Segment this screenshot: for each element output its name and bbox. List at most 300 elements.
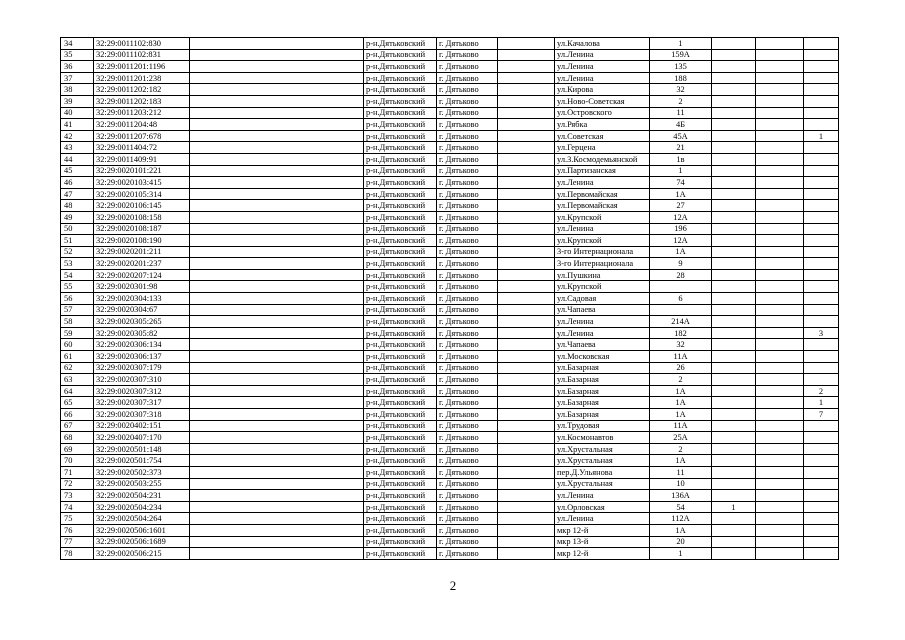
cell-city: г. Дятьково	[437, 200, 498, 212]
table-row	[61, 548, 839, 560]
cell-extra-2	[756, 153, 804, 165]
cell-city: г. Дятьково	[437, 455, 498, 467]
cell-row-number: 39	[61, 95, 94, 107]
cell-blank	[190, 281, 364, 293]
cell-cadastral-number: 32:29:0020307:310	[94, 374, 190, 386]
cell-blank	[190, 536, 364, 548]
cell-extra-2	[756, 455, 804, 467]
cell-cadastral-number: 32:29:0020504:264	[94, 513, 190, 525]
cell-blank2	[498, 339, 555, 351]
cell-extra-2	[756, 385, 804, 397]
cell-cadastral-number: 32:29:0020207:124	[94, 269, 190, 281]
cell-street: ул.Рябка	[555, 119, 650, 131]
cell-extra-2	[756, 223, 804, 235]
cell-extra-2	[756, 95, 804, 107]
cell-cadastral-number: 32:29:0020101:221	[94, 165, 190, 177]
cell-district: р-н.Дятьковский	[364, 72, 437, 84]
cell-street: ул.Пушкина	[555, 269, 650, 281]
cell-extra-2	[756, 258, 804, 270]
cell-blank2	[498, 177, 555, 189]
cell-cadastral-number: 32:29:0020502:373	[94, 466, 190, 478]
cell-blank2	[498, 316, 555, 328]
cell-street: мкр 13-й	[555, 536, 650, 548]
cell-row-number: 38	[61, 84, 94, 96]
cell-extra-3	[804, 165, 839, 177]
cell-extra-2	[756, 548, 804, 560]
cell-house-number: 136А	[650, 490, 712, 502]
cell-extra-2	[756, 374, 804, 386]
cell-blank	[190, 374, 364, 386]
table-row	[61, 119, 839, 131]
cell-district: р-н.Дятьковский	[364, 153, 437, 165]
cell-district: р-н.Дятьковский	[364, 490, 437, 502]
cell-street: ул.Ленина	[555, 177, 650, 189]
cell-district: р-н.Дятьковский	[364, 409, 437, 421]
cell-blank2	[498, 397, 555, 409]
cell-blank	[190, 293, 364, 305]
cell-street: 3-го Интернационала	[555, 246, 650, 258]
cell-house-number	[650, 304, 712, 316]
cell-cadastral-number: 32:29:0020305:82	[94, 327, 190, 339]
cell-row-number: 69	[61, 443, 94, 455]
cell-row-number: 65	[61, 397, 94, 409]
cell-extra-2	[756, 188, 804, 200]
cell-district: р-н.Дятьковский	[364, 38, 437, 50]
table-row	[61, 107, 839, 119]
cell-district: р-н.Дятьковский	[364, 246, 437, 258]
cell-cadastral-number: 32:29:0011102:831	[94, 49, 190, 61]
cell-blank2	[498, 235, 555, 247]
cell-extra-1	[712, 38, 756, 50]
cell-extra-3	[804, 304, 839, 316]
cell-extra-1	[712, 455, 756, 467]
cell-cadastral-number: 32:29:0020108:187	[94, 223, 190, 235]
cell-blank	[190, 304, 364, 316]
cell-cadastral-number: 32:29:0020301:98	[94, 281, 190, 293]
cell-extra-1	[712, 548, 756, 560]
cell-blank	[190, 455, 364, 467]
cell-district: р-н.Дятьковский	[364, 223, 437, 235]
cell-cadastral-number: 32:29:0020306:137	[94, 351, 190, 363]
cell-blank	[190, 72, 364, 84]
cell-cadastral-number: 32:29:0020504:231	[94, 490, 190, 502]
cell-street: ул.Партизанская	[555, 165, 650, 177]
table-row	[61, 466, 839, 478]
cell-extra-3	[804, 316, 839, 328]
cell-street: ул.Ленина	[555, 72, 650, 84]
cell-extra-3	[804, 374, 839, 386]
cell-row-number: 60	[61, 339, 94, 351]
cell-row-number: 55	[61, 281, 94, 293]
cell-street: ул.Советская	[555, 130, 650, 142]
cell-house-number: 11	[650, 466, 712, 478]
cell-cadastral-number: 32:29:0020504:234	[94, 501, 190, 513]
cell-extra-2	[756, 107, 804, 119]
cell-extra-1	[712, 293, 756, 305]
cell-row-number: 34	[61, 38, 94, 50]
cell-street: ул.Кирова	[555, 84, 650, 96]
cell-blank	[190, 246, 364, 258]
cell-blank	[190, 327, 364, 339]
cell-district: р-н.Дятьковский	[364, 397, 437, 409]
cell-blank	[190, 513, 364, 525]
table-row	[61, 38, 839, 50]
cell-extra-2	[756, 501, 804, 513]
cell-cadastral-number: 32:29:0020306:134	[94, 339, 190, 351]
cell-street: ул.Базарная	[555, 374, 650, 386]
cell-street: ул.Хрустальная	[555, 443, 650, 455]
cell-row-number: 54	[61, 269, 94, 281]
cell-cadastral-number: 32:29:0020307:317	[94, 397, 190, 409]
cell-street: ул.Герцена	[555, 142, 650, 154]
cell-cadastral-number: 32:29:0011204:48	[94, 119, 190, 131]
cell-blank	[190, 95, 364, 107]
cell-blank2	[498, 281, 555, 293]
cell-street: ул.Качалова	[555, 38, 650, 50]
cell-house-number: 2	[650, 443, 712, 455]
cell-street: ул.Ленина	[555, 513, 650, 525]
cell-cadastral-number: 32:29:0020105:314	[94, 188, 190, 200]
cell-district: р-н.Дятьковский	[364, 513, 437, 525]
cell-city: г. Дятьково	[437, 443, 498, 455]
cell-extra-1	[712, 316, 756, 328]
cell-blank	[190, 130, 364, 142]
table-row	[61, 246, 839, 258]
cell-blank2	[498, 293, 555, 305]
table-row	[61, 200, 839, 212]
cell-street: ул.Чапаева	[555, 339, 650, 351]
cell-house-number: 4Б	[650, 119, 712, 131]
cell-city: г. Дятьково	[437, 246, 498, 258]
cell-extra-3	[804, 281, 839, 293]
cell-cadastral-number: 32:29:0020305:265	[94, 316, 190, 328]
cell-blank	[190, 223, 364, 235]
table-row	[61, 362, 839, 374]
cell-extra-3	[804, 536, 839, 548]
table-row	[61, 177, 839, 189]
cell-extra-2	[756, 49, 804, 61]
table-row	[61, 211, 839, 223]
cell-house-number: 1А	[650, 246, 712, 258]
cell-extra-1	[712, 211, 756, 223]
cell-district: р-н.Дятьковский	[364, 235, 437, 247]
cell-row-number: 56	[61, 293, 94, 305]
cell-city: г. Дятьково	[437, 269, 498, 281]
cell-district: р-н.Дятьковский	[364, 49, 437, 61]
cell-house-number: 1А	[650, 455, 712, 467]
cell-row-number: 40	[61, 107, 94, 119]
cell-blank2	[498, 385, 555, 397]
cell-district: р-н.Дятьковский	[364, 200, 437, 212]
cell-street: ул.Московская	[555, 351, 650, 363]
cell-street: ул.Орловская	[555, 501, 650, 513]
cell-extra-3	[804, 478, 839, 490]
cell-extra-1	[712, 200, 756, 212]
cell-blank2	[498, 119, 555, 131]
cell-cadastral-number: 32:29:0020402:151	[94, 420, 190, 432]
cell-street: ул.Базарная	[555, 397, 650, 409]
cell-district: р-н.Дятьковский	[364, 188, 437, 200]
cell-extra-3	[804, 420, 839, 432]
cell-house-number: 11А	[650, 351, 712, 363]
cell-street: 3-го Интернационала	[555, 258, 650, 270]
cell-extra-1	[712, 177, 756, 189]
cell-row-number: 58	[61, 316, 94, 328]
cell-row-number: 76	[61, 524, 94, 536]
table-row	[61, 269, 839, 281]
cell-extra-3	[804, 455, 839, 467]
cell-extra-1	[712, 397, 756, 409]
cadastral-table	[60, 37, 839, 560]
cell-blank2	[498, 304, 555, 316]
cell-street: ул.Чапаева	[555, 304, 650, 316]
cell-city: г. Дятьково	[437, 211, 498, 223]
cell-extra-2	[756, 84, 804, 96]
cell-district: р-н.Дятьковский	[364, 107, 437, 119]
cell-cadastral-number: 32:29:0011102:830	[94, 38, 190, 50]
table-row	[61, 49, 839, 61]
cell-extra-3	[804, 443, 839, 455]
cell-blank	[190, 153, 364, 165]
cell-extra-2	[756, 409, 804, 421]
cell-city: г. Дятьково	[437, 420, 498, 432]
cell-extra-2	[756, 316, 804, 328]
cell-district: р-н.Дятьковский	[364, 61, 437, 73]
cell-district: р-н.Дятьковский	[364, 119, 437, 131]
cell-extra-2	[756, 432, 804, 444]
cell-street: ул.Базарная	[555, 385, 650, 397]
cell-extra-3	[804, 84, 839, 96]
cell-row-number: 74	[61, 501, 94, 513]
cell-city: г. Дятьково	[437, 258, 498, 270]
cell-house-number: 26	[650, 362, 712, 374]
cell-row-number: 47	[61, 188, 94, 200]
cell-district: р-н.Дятьковский	[364, 455, 437, 467]
cell-city: г. Дятьково	[437, 188, 498, 200]
cell-extra-3	[804, 548, 839, 560]
cell-extra-2	[756, 142, 804, 154]
cell-house-number: 21	[650, 142, 712, 154]
cell-extra-2	[756, 443, 804, 455]
cell-house-number: 1	[650, 165, 712, 177]
table-row	[61, 316, 839, 328]
cell-extra-2	[756, 200, 804, 212]
cell-district: р-н.Дятьковский	[364, 281, 437, 293]
cell-blank	[190, 142, 364, 154]
cell-street: ул.Ленина	[555, 49, 650, 61]
cell-district: р-н.Дятьковский	[364, 351, 437, 363]
cell-blank	[190, 339, 364, 351]
table-row	[61, 130, 839, 142]
cell-blank	[190, 466, 364, 478]
cell-street: ул.Базарная	[555, 362, 650, 374]
cell-house-number: 1А	[650, 385, 712, 397]
cell-blank2	[498, 362, 555, 374]
cell-blank2	[498, 72, 555, 84]
cell-cadastral-number: 32:29:0020506:1689	[94, 536, 190, 548]
table-row	[61, 281, 839, 293]
cell-house-number: 188	[650, 72, 712, 84]
cell-house-number: 1в	[650, 153, 712, 165]
cell-city: г. Дятьково	[437, 223, 498, 235]
cell-extra-1	[712, 258, 756, 270]
cell-row-number: 44	[61, 153, 94, 165]
cell-blank2	[498, 466, 555, 478]
cell-extra-3	[804, 432, 839, 444]
table-row	[61, 339, 839, 351]
table-row	[61, 327, 839, 339]
table-row	[61, 432, 839, 444]
cell-blank	[190, 38, 364, 50]
cell-extra-3	[804, 72, 839, 84]
cell-row-number: 78	[61, 548, 94, 560]
cell-city: г. Дятьково	[437, 119, 498, 131]
cell-blank	[190, 385, 364, 397]
cell-blank2	[498, 455, 555, 467]
cell-street: ул.Хрустальная	[555, 455, 650, 467]
cell-district: р-н.Дятьковский	[364, 142, 437, 154]
cell-extra-3	[804, 466, 839, 478]
cell-cadastral-number: 32:29:0020503:255	[94, 478, 190, 490]
cell-house-number: 214А	[650, 316, 712, 328]
cell-extra-1	[712, 119, 756, 131]
cell-extra-1	[712, 362, 756, 374]
cell-city: г. Дятьково	[437, 548, 498, 560]
cell-extra-1	[712, 61, 756, 73]
cell-blank2	[498, 443, 555, 455]
cell-blank2	[498, 38, 555, 50]
cell-district: р-н.Дятьковский	[364, 374, 437, 386]
cell-row-number: 61	[61, 351, 94, 363]
cell-blank	[190, 524, 364, 536]
cell-street: ул.Хрустальная	[555, 478, 650, 490]
table-row	[61, 223, 839, 235]
cell-city: г. Дятьково	[437, 478, 498, 490]
cell-extra-1	[712, 304, 756, 316]
cell-city: г. Дятьково	[437, 177, 498, 189]
cell-blank2	[498, 130, 555, 142]
cell-extra-2	[756, 61, 804, 73]
cell-district: р-н.Дятьковский	[364, 316, 437, 328]
cell-blank	[190, 490, 364, 502]
cell-blank2	[498, 61, 555, 73]
cell-house-number: 196	[650, 223, 712, 235]
cell-blank2	[498, 107, 555, 119]
cell-row-number: 35	[61, 49, 94, 61]
cell-blank	[190, 432, 364, 444]
cell-house-number: 182	[650, 327, 712, 339]
cell-district: р-н.Дятьковский	[364, 269, 437, 281]
table-row	[61, 153, 839, 165]
cell-extra-1	[712, 385, 756, 397]
cell-house-number: 2	[650, 95, 712, 107]
cell-row-number: 66	[61, 409, 94, 421]
cell-extra-2	[756, 269, 804, 281]
cell-blank2	[498, 351, 555, 363]
cell-house-number: 1А	[650, 409, 712, 421]
cell-row-number: 52	[61, 246, 94, 258]
cell-extra-3	[804, 61, 839, 73]
cell-cadastral-number: 32:29:0020201:237	[94, 258, 190, 270]
cell-row-number: 53	[61, 258, 94, 270]
cell-district: р-н.Дятьковский	[364, 327, 437, 339]
cell-row-number: 57	[61, 304, 94, 316]
cell-row-number: 77	[61, 536, 94, 548]
cell-extra-1	[712, 490, 756, 502]
cell-extra-3	[804, 351, 839, 363]
cell-blank	[190, 84, 364, 96]
cell-extra-3	[804, 200, 839, 212]
cell-extra-1	[712, 269, 756, 281]
cell-row-number: 67	[61, 420, 94, 432]
cell-cadastral-number: 32:29:0020307:179	[94, 362, 190, 374]
cell-extra-1	[712, 188, 756, 200]
cell-blank2	[498, 548, 555, 560]
cell-blank	[190, 119, 364, 131]
cell-extra-2	[756, 362, 804, 374]
cell-row-number: 64	[61, 385, 94, 397]
cell-row-number: 50	[61, 223, 94, 235]
cell-city: г. Дятьково	[437, 281, 498, 293]
cell-blank	[190, 258, 364, 270]
cell-extra-2	[756, 490, 804, 502]
table-row	[61, 235, 839, 247]
cell-blank2	[498, 95, 555, 107]
cell-street: ул.Островского	[555, 107, 650, 119]
cell-extra-1	[712, 409, 756, 421]
cell-extra-3	[804, 362, 839, 374]
cell-extra-3: 1	[804, 130, 839, 142]
cell-city: г. Дятьково	[437, 501, 498, 513]
cell-blank	[190, 420, 364, 432]
cell-city: г. Дятьково	[437, 235, 498, 247]
cell-cadastral-number: 32:29:0020304:67	[94, 304, 190, 316]
cell-row-number: 36	[61, 61, 94, 73]
cell-district: р-н.Дятьковский	[364, 177, 437, 189]
cell-city: г. Дятьково	[437, 95, 498, 107]
cell-house-number: 1А	[650, 397, 712, 409]
cell-extra-2	[756, 420, 804, 432]
cell-extra-3	[804, 153, 839, 165]
cell-city: г. Дятьково	[437, 466, 498, 478]
cell-street: ул.Трудовая	[555, 420, 650, 432]
cell-house-number: 32	[650, 339, 712, 351]
cell-house-number: 12А	[650, 211, 712, 223]
cell-street: мкр 12-й	[555, 524, 650, 536]
cell-cadastral-number: 32:29:0011207:678	[94, 130, 190, 142]
cell-extra-1	[712, 84, 756, 96]
cell-extra-1	[712, 72, 756, 84]
cell-blank2	[498, 409, 555, 421]
cell-district: р-н.Дятьковский	[364, 432, 437, 444]
cell-extra-1	[712, 130, 756, 142]
cell-street: ул.Садовая	[555, 293, 650, 305]
cell-cadastral-number: 32:29:0020201:211	[94, 246, 190, 258]
cell-house-number: 10	[650, 478, 712, 490]
cell-row-number: 73	[61, 490, 94, 502]
cell-cadastral-number: 32:29:0011201:238	[94, 72, 190, 84]
cell-cadastral-number: 32:29:0020506:215	[94, 548, 190, 560]
cell-city: г. Дятьково	[437, 374, 498, 386]
cell-row-number: 62	[61, 362, 94, 374]
cell-house-number: 11	[650, 107, 712, 119]
cell-cadastral-number: 32:29:0020501:754	[94, 455, 190, 467]
cell-blank	[190, 235, 364, 247]
cell-extra-1	[712, 327, 756, 339]
cell-city: г. Дятьково	[437, 362, 498, 374]
cell-extra-2	[756, 38, 804, 50]
cell-extra-1	[712, 153, 756, 165]
